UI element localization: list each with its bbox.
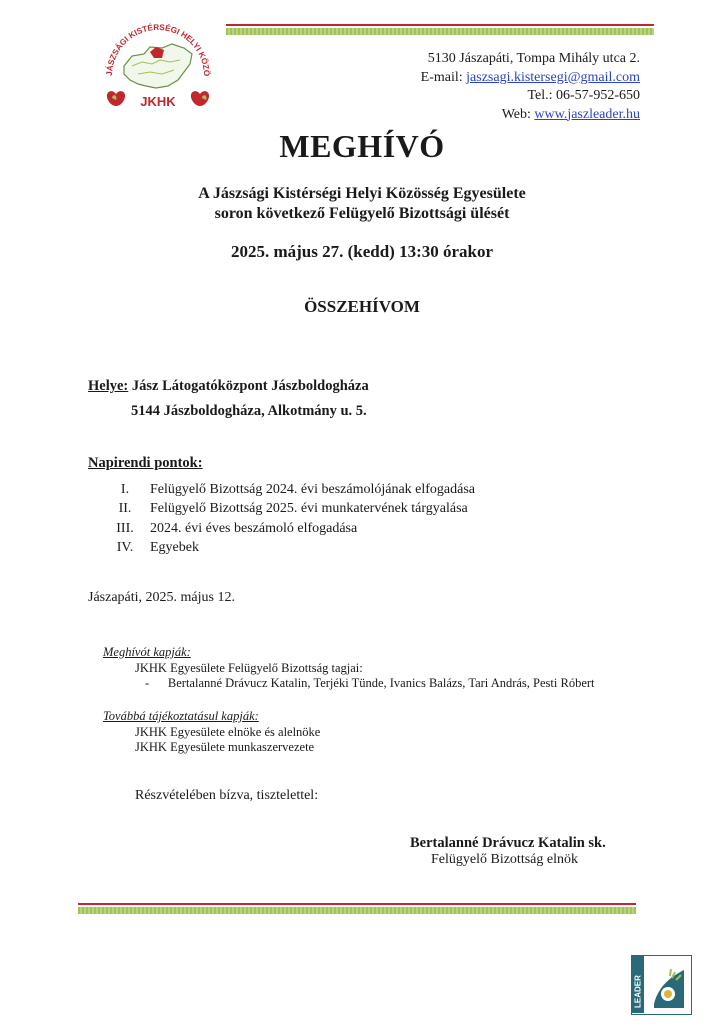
email-label: E-mail: — [420, 69, 463, 85]
logo-arc-text: JÁSZSÁGI KISTÉRSÉGI HELYI KÖZÖ — [104, 22, 212, 77]
venue-line1 — [88, 378, 369, 395]
agenda-text: Felügyelő Bizottság 2025. évi munkatervének tárgyalása — [150, 501, 468, 517]
web-line — [421, 106, 640, 125]
subtitle-line2: soron következő Felügyelő Bizottsági ülését — [214, 205, 510, 222]
contact-block — [421, 50, 640, 124]
logo-initials: JKHK — [140, 94, 176, 109]
agenda-item — [100, 499, 475, 518]
email-line — [421, 69, 640, 88]
agenda-text: Egyebek — [150, 539, 199, 555]
agenda-title: Napirendi pontok: — [88, 455, 203, 471]
subtitle-line1: A Jászsági Kistérségi Helyi Közösség Egyesülete — [198, 185, 526, 202]
leader-logo — [631, 955, 692, 1015]
agenda-list — [100, 480, 475, 557]
agenda-item — [100, 538, 475, 557]
web-label: Web: — [501, 106, 531, 122]
convene-heading: ÖSSZEHÍVOM — [304, 297, 420, 316]
venue-address: 5144 Jászboldogháza, Alkotmány u. 5. — [131, 403, 367, 419]
signature-role: Felügyelő Bizottság elnök — [431, 852, 578, 867]
closing-line: Részvételében bízva, tisztelettel: — [135, 788, 319, 803]
info-recipient-2: JKHK Egyesülete munkaszervezete — [135, 740, 315, 754]
agenda-number: II. — [118, 501, 132, 517]
agenda-item — [100, 480, 475, 499]
agenda-number: III. — [116, 520, 134, 536]
header-stripe — [226, 24, 654, 38]
phone: Tel.: 06-57-952-650 — [527, 88, 640, 103]
info-recipients-block — [103, 709, 320, 756]
place-date: Jászapáti, 2025. május 12. — [88, 590, 235, 605]
venue-label: Helye: — [88, 378, 129, 394]
web-link[interactable]: www.jaszleader.hu — [534, 106, 640, 122]
agenda-number: IV. — [116, 539, 134, 555]
meeting-date: 2025. május 27. (kedd) 13:30 órakor — [230, 242, 494, 261]
agenda-number: I. — [120, 482, 130, 497]
recipients-title: Meghívót kapják: — [103, 645, 191, 659]
email-link[interactable]: jaszsagi.kistersegi@gmail.com — [466, 69, 640, 85]
venue-name: Jász Látogatóközpont Jászboldogháza — [131, 378, 369, 394]
recipients-members: - Bertalanné Drávucz Katalin, Terjéki Tünde, Ivanics Balázs, Tari András, Pesti Róbert — [145, 676, 595, 690]
signature-name: Bertalanné Drávucz Katalin sk. — [410, 835, 606, 851]
info-recipients-title: Továbbá tájékoztatásul kapják: — [103, 709, 259, 723]
leader-text: LEADER — [633, 975, 643, 1008]
recipients-block — [103, 645, 595, 692]
footer-stripe — [78, 903, 636, 919]
address: 5130 Jászapáti, Tompa Mihály utca 2. — [427, 51, 640, 66]
agenda-item — [100, 519, 475, 538]
agenda-text: 2024. évi éves beszámoló elfogadása — [150, 520, 358, 536]
recipients-group: JKHK Egyesülete Felügyelő Bizottság tagjai: — [135, 660, 363, 675]
document-title: MEGHÍVÓ — [279, 128, 445, 164]
agenda-text: Felügyelő Bizottság 2024. évi beszámolójának elfogadása — [150, 482, 476, 497]
info-recipient-1: JKHK Egyesülete elnöke és alelnöke — [135, 724, 321, 739]
jkhk-logo — [98, 14, 218, 124]
